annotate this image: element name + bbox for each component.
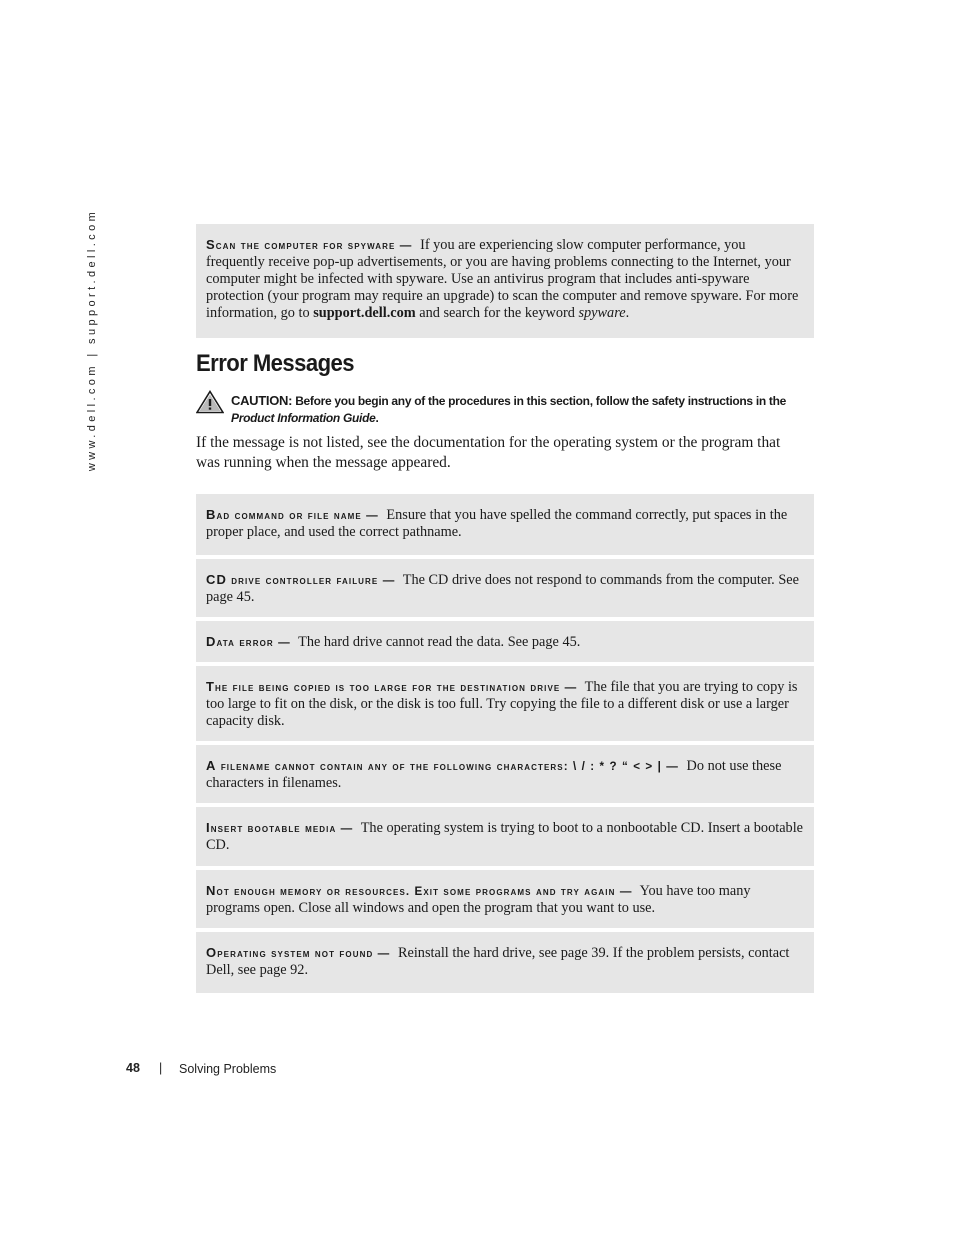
message-box xyxy=(196,666,814,741)
page-number: 48 xyxy=(126,1061,140,1075)
message-text: Ensure that you have spelled the command correctly, put spaces in the proper place, and used the correct pathname. xyxy=(206,507,788,540)
message-box xyxy=(196,494,814,555)
caution-label: CAUTION: xyxy=(231,393,293,408)
message-heading: Data error — xyxy=(206,634,291,649)
footer-separator: | xyxy=(159,1061,163,1075)
caution-guide: Product Information Guide xyxy=(231,411,376,425)
caution-notice xyxy=(196,390,816,430)
message-heading: Operating system not found — xyxy=(206,945,391,960)
message-heading: Insert bootable media — xyxy=(206,820,354,835)
side-url xyxy=(84,208,100,472)
spyware-text-1: If you are experiencing slow computer performance, you frequently receive pop-up advertisements, or you are having problems connecting to the Internet, your computer might be infected with spyware. Use an antivirus program that includes anti-spyware protection (your program may require an upgrade) to scan the computer and remove spyware. For more information, go to xyxy=(206,237,799,321)
support-link[interactable]: support.dell.com xyxy=(313,305,416,321)
message-box xyxy=(196,807,814,866)
message-heading: CD drive controller failure — xyxy=(206,572,396,587)
intro-paragraph: If the message is not listed, see the documentation for the operating system or the program that was running when the message appeared. xyxy=(196,434,781,471)
message-heading: The file being copied is too large for the destination drive — xyxy=(206,679,578,694)
message-text: You have too many programs open. Close all windows and open the program that you want to use. xyxy=(206,883,751,916)
message-box xyxy=(196,932,814,993)
footer-section: Solving Problems xyxy=(179,1062,277,1076)
message-box xyxy=(196,621,814,662)
caution-text: Before you begin any of the procedures in this section, follow the safety instructions in the xyxy=(292,394,787,408)
message-text: The operating system is trying to boot to a nonbootable CD. Insert a bootable CD. xyxy=(206,820,804,853)
message-text: The file that you are trying to copy is too large to fit on the disk, or the disk is too full. Try copying the file to a different disk or use a larger capacity disk. xyxy=(206,679,798,729)
message-text: The CD drive does not respond to commands from the computer. See page 45. xyxy=(206,572,799,605)
spyware-text-3: . xyxy=(625,305,630,321)
section-title: Error Messages xyxy=(196,350,354,377)
caution-icon xyxy=(196,390,224,414)
spyware-heading: Scan the computer for spyware — xyxy=(206,237,413,252)
spyware-box xyxy=(196,224,814,338)
caution-end: . xyxy=(375,411,379,425)
message-heading: Not enough memory or resources. Exit some programs and try again — xyxy=(206,883,633,898)
message-heading: Bad command or file name — xyxy=(206,507,379,522)
message-heading: A filename cannot contain any of the following characters: \ / : * ? “ < > | — xyxy=(206,758,679,773)
message-box xyxy=(196,559,814,617)
side-url-text: www.dell.com | support.dell.com xyxy=(86,208,99,472)
message-box xyxy=(196,745,814,803)
spyware-keyword: spyware xyxy=(578,305,626,321)
message-text: Reinstall the hard drive, see page 39. If the problem persists, contact Dell, see page 92. xyxy=(206,945,790,978)
spyware-text-2: and search for the keyword xyxy=(415,305,579,321)
message-text: The hard drive cannot read the data. See page 45. xyxy=(298,634,581,650)
message-box xyxy=(196,870,814,928)
message-text: Do not use these characters in filenames. xyxy=(206,758,782,791)
